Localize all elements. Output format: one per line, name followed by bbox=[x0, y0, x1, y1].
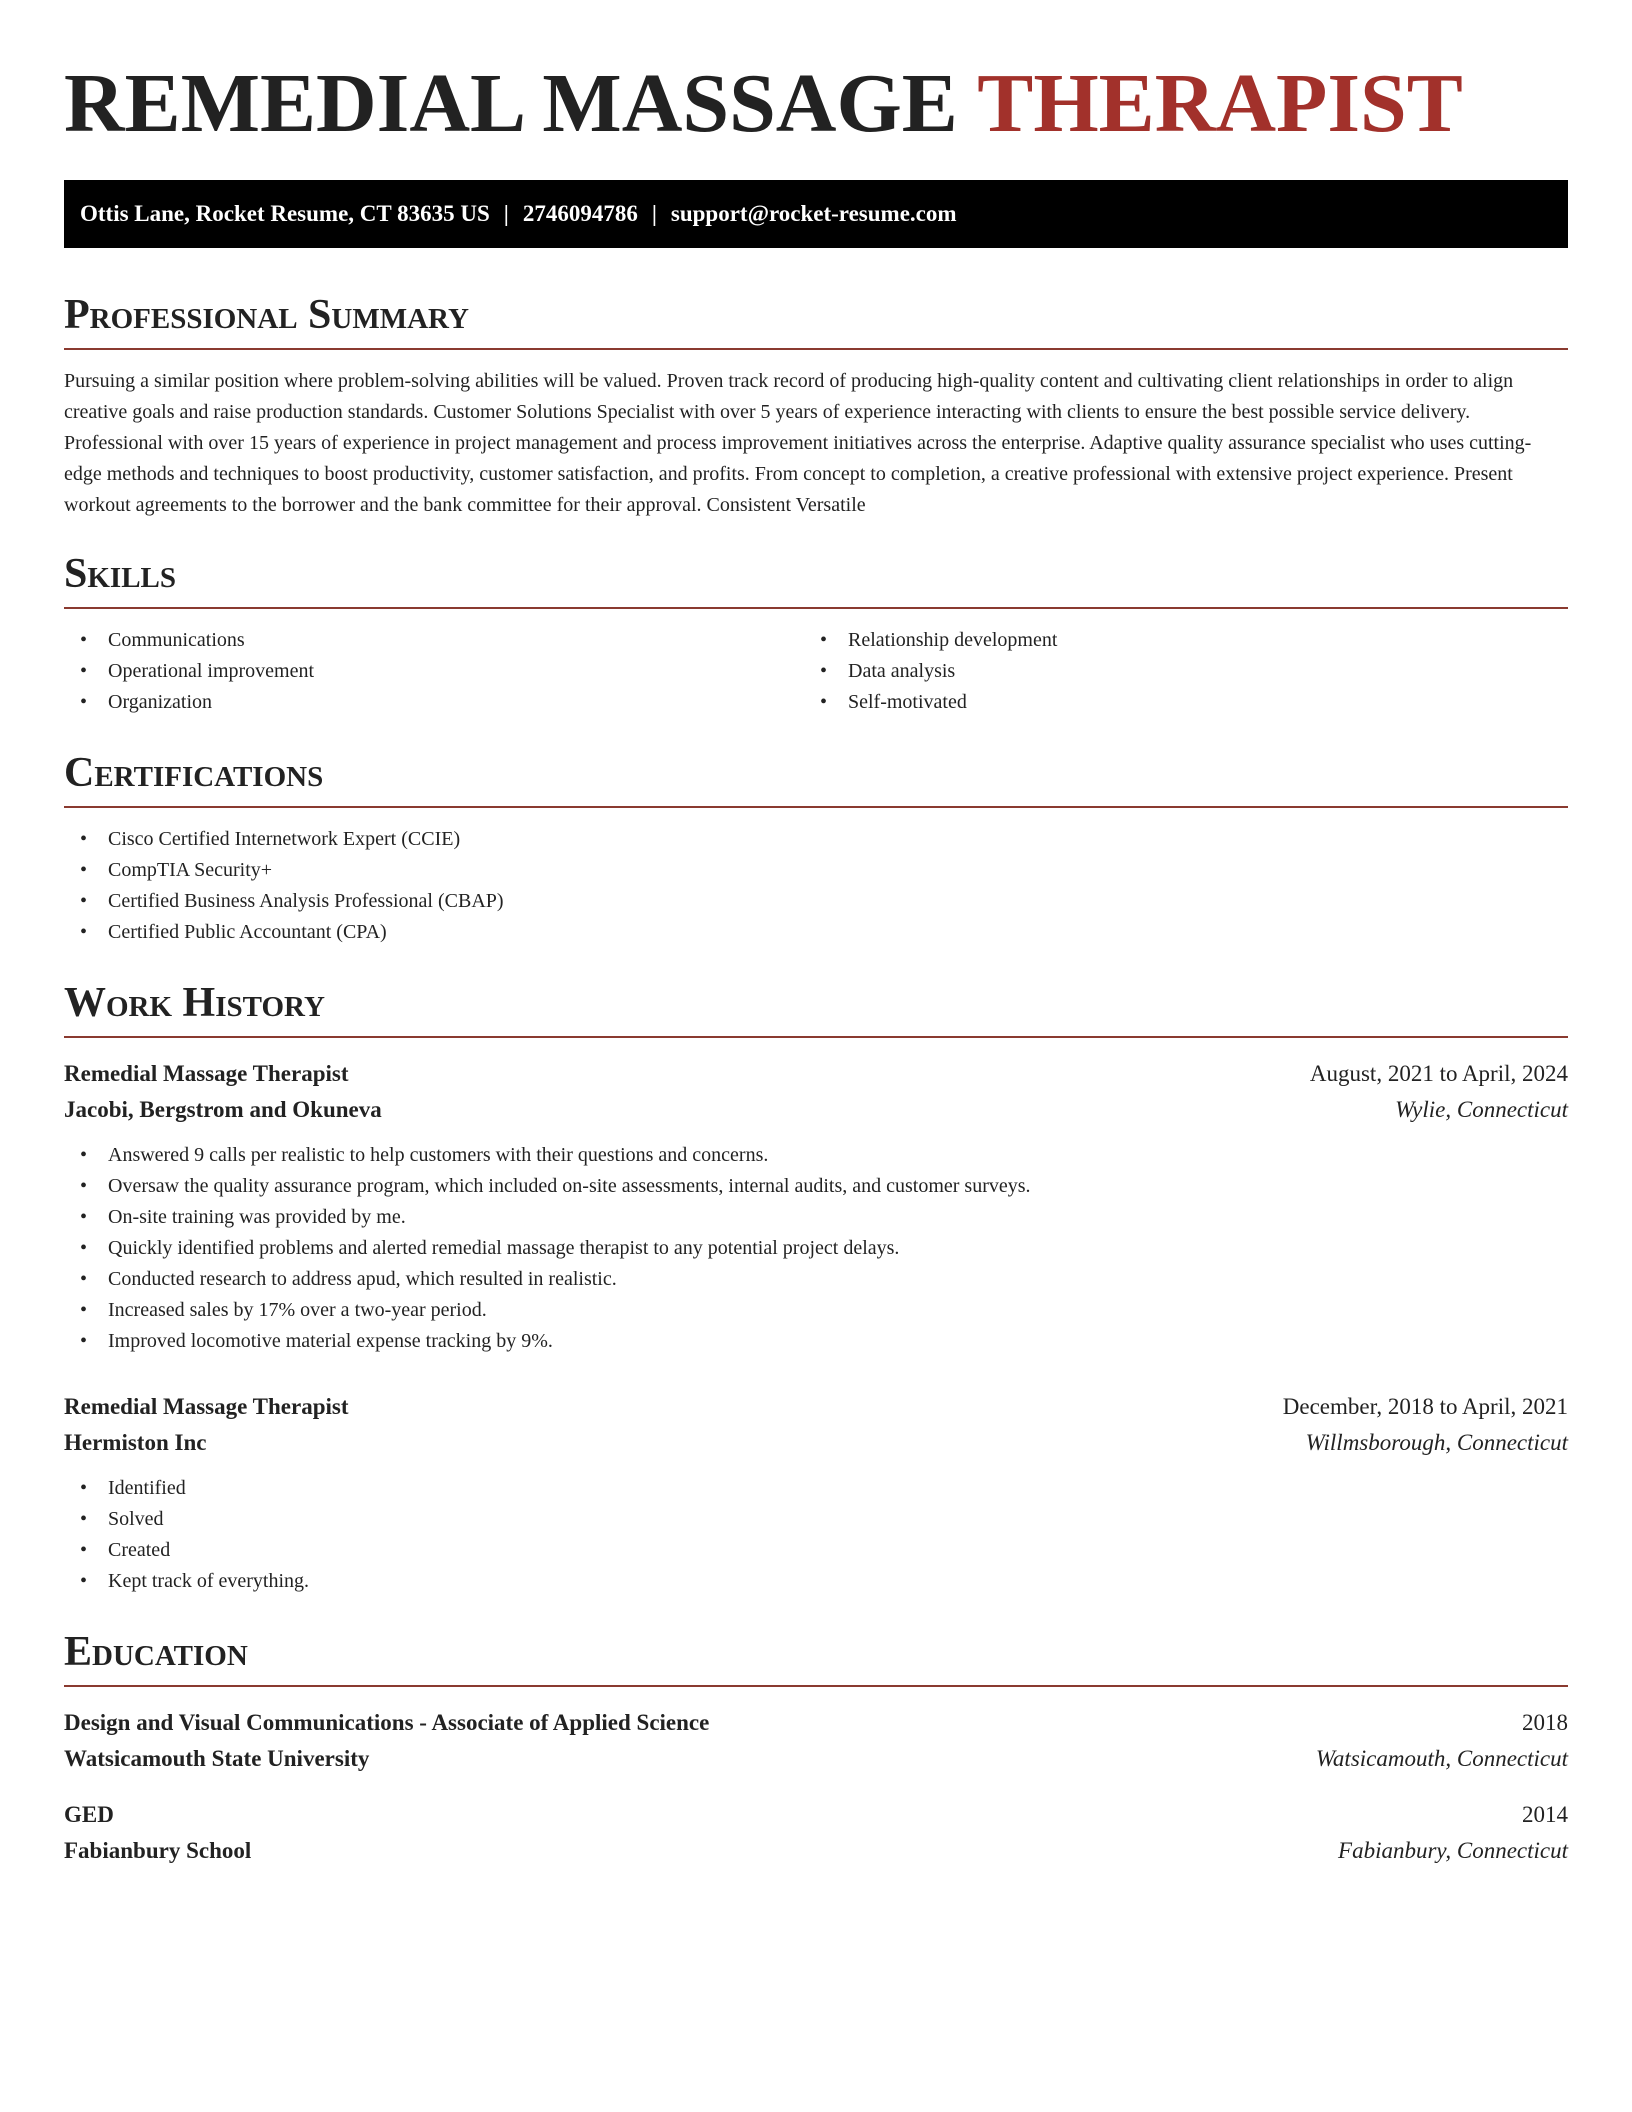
skill-item: • Communications bbox=[64, 625, 816, 656]
title-accent: THERAPIST bbox=[977, 57, 1463, 150]
skill-item: • Data analysis bbox=[816, 656, 1568, 687]
job-bullet: • Created bbox=[64, 1535, 1568, 1566]
education-degree: GED bbox=[64, 1802, 114, 1827]
education-location: Watsicamouth, Connecticut bbox=[1315, 1746, 1568, 1771]
skill-item: • Operational improvement bbox=[64, 656, 816, 687]
contact-bar bbox=[64, 180, 1568, 248]
work-history-heading: Work History bbox=[64, 978, 1568, 1038]
job-bullet: • Improved locomotive material expense tracking by 9%. bbox=[64, 1326, 1568, 1357]
job-location: Wylie, Connecticut bbox=[1395, 1097, 1568, 1122]
skills-section bbox=[64, 549, 1568, 718]
job-bullet: • Oversaw the quality assurance program, which included on-site assessments, internal audits, and customer surveys. bbox=[64, 1171, 1568, 1202]
certification-item: • Cisco Certified Internetwork Expert (CCIE) bbox=[64, 824, 1568, 855]
skills-heading: Skills bbox=[64, 549, 1568, 609]
contact-separator: | bbox=[651, 201, 657, 226]
contact-separator: | bbox=[503, 201, 509, 226]
job-bullet: • On-site training was provided by me. bbox=[64, 1202, 1568, 1233]
job-entry bbox=[64, 1389, 1568, 1597]
job-company: Jacobi, Bergstrom and Okuneva bbox=[64, 1097, 382, 1122]
certifications-heading: Certifications bbox=[64, 748, 1568, 808]
skills-list-left bbox=[64, 625, 816, 718]
job-bullet: • Answered 9 calls per realistic to help customers with their questions and concerns. bbox=[64, 1140, 1568, 1171]
education-school: Watsicamouth State University bbox=[64, 1746, 370, 1771]
job-bullets bbox=[64, 1473, 1568, 1597]
resume-title bbox=[64, 0, 1568, 150]
education-entry bbox=[64, 1705, 1568, 1777]
job-location: Willmsborough, Connecticut bbox=[1305, 1430, 1568, 1455]
education-year: 2018 bbox=[1522, 1710, 1568, 1735]
certifications-section bbox=[64, 748, 1568, 948]
skills-grid bbox=[64, 625, 1568, 718]
job-bullet: • Kept track of everything. bbox=[64, 1566, 1568, 1597]
education-degree: Design and Visual Communications - Associate of Applied Science bbox=[64, 1710, 710, 1735]
education-heading: Education bbox=[64, 1627, 1568, 1687]
skill-item: • Relationship development bbox=[816, 625, 1568, 656]
skill-item: • Self-motivated bbox=[816, 687, 1568, 718]
job-bullets bbox=[64, 1140, 1568, 1357]
certification-item: • Certified Business Analysis Professional (CBAP) bbox=[64, 886, 1568, 917]
job-bullet: • Solved bbox=[64, 1504, 1568, 1535]
certifications-list bbox=[64, 824, 1568, 948]
education-section bbox=[64, 1627, 1568, 1869]
contact-address: Ottis Lane, Rocket Resume, CT 83635 US bbox=[80, 201, 490, 226]
title-main: REMEDIAL MASSAGE bbox=[64, 57, 958, 150]
summary-text: Pursuing a similar position where problem-solving abilities will be valued. Proven track record of producing high-quality content and cultivating client relationships in order to align creative goals and raise production standards. Customer Solutions Specialist with over 5 years of experience interacting with clients to ensure the best possible service delivery. Professional with over 15 years of experience in project management and process improvement initiatives across the enterprise. Adaptive quality assurance specialist who uses cutting-edge methods and techniques to boost productivity, customer satisfaction, and profits. From concept to completion, a creative professional with extensive project experience. Present workout agreements to the borrower and the bank committee for their approval. Consistent Versatile bbox=[64, 370, 1532, 516]
job-entry bbox=[64, 1056, 1568, 1357]
education-school: Fabianbury School bbox=[64, 1838, 252, 1863]
job-company: Hermiston Inc bbox=[64, 1430, 207, 1455]
job-title: Remedial Massage Therapist bbox=[64, 1061, 349, 1086]
job-dates: December, 2018 to April, 2021 bbox=[1282, 1394, 1568, 1419]
skills-list-right bbox=[816, 625, 1568, 718]
work-history-section bbox=[64, 978, 1568, 1597]
skill-item: • Organization bbox=[64, 687, 816, 718]
job-bullet: • Quickly identified problems and alerted remedial massage therapist to any potential project delays. bbox=[64, 1233, 1568, 1264]
education-entry bbox=[64, 1797, 1568, 1869]
certification-item: • CompTIA Security+ bbox=[64, 855, 1568, 886]
job-bullet: • Identified bbox=[64, 1473, 1568, 1504]
education-location: Fabianbury, Connecticut bbox=[1338, 1838, 1568, 1863]
contact-email: support@rocket-resume.com bbox=[670, 201, 957, 226]
certification-item: • Certified Public Accountant (CPA) bbox=[64, 917, 1568, 948]
summary-heading: Professional Summary bbox=[64, 290, 1568, 350]
job-bullet: • Conducted research to address apud, which resulted in realistic. bbox=[64, 1264, 1568, 1295]
job-title: Remedial Massage Therapist bbox=[64, 1394, 349, 1419]
job-bullet: • Increased sales by 17% over a two-year period. bbox=[64, 1295, 1568, 1326]
education-year: 2014 bbox=[1522, 1802, 1568, 1827]
job-dates: August, 2021 to April, 2024 bbox=[1309, 1061, 1568, 1086]
summary-section bbox=[64, 290, 1568, 521]
contact-phone: 2746094786 bbox=[522, 201, 638, 226]
